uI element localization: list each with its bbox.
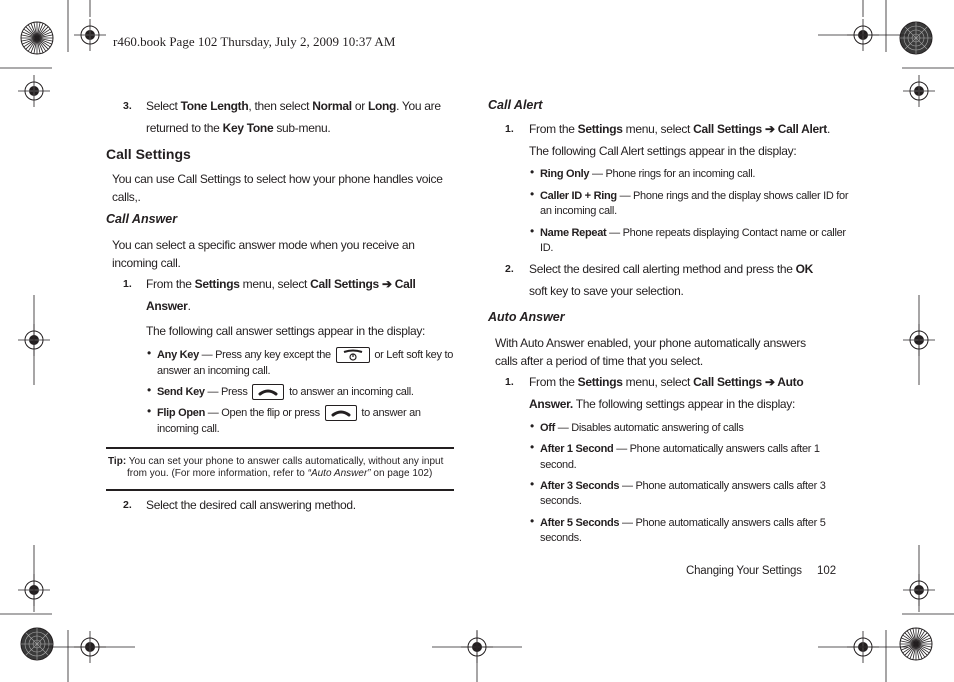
call-answer-heading: Call Answer [106,212,178,226]
caller-id-bullet-line2: an incoming call. [540,205,617,217]
call-alert-heading: Call Alert [488,98,543,112]
starburst-icon [21,22,53,54]
step3-line2: returned to the Key Tone sub-menu. [146,121,331,135]
call-settings-intro-line2: calls,. [112,190,141,204]
bullet: • [530,477,535,491]
auto-answer-intro-line1: With Auto Answer enabled, your phone automatically answers [495,336,806,350]
any-key-bullet: Any Key — Press any key except the or Left soft key to [157,347,453,363]
bullet: • [530,224,535,238]
call-alert-step2-line1: Select the desired call alerting method and press the OK [529,262,814,276]
flip-open-bullet-line2: incoming call. [157,423,220,435]
name-repeat-bullet-line2: ID. [540,242,554,254]
after-3-seconds-bullet-line2: seconds. [540,495,582,507]
after-1-second-bullet-line2: second. [540,459,577,471]
send-key-bullet: Send Key — Press to answer an incoming call. [157,384,414,400]
caller-id-bullet: Caller ID + Ring — Phone rings and the display shows caller ID for [540,190,849,202]
call-answer-step1-line1: From the Settings menu, select Call Settings ➔ Call [146,277,416,291]
call-answer-step1-line3: The following call answer settings appear in the display: [146,324,426,338]
bullet: • [530,165,535,179]
registration-mark-icon [903,75,935,107]
bullet: • [147,404,152,418]
call-answer-intro-line1: You can select a specific answer mode when you receive an [112,238,415,252]
bullet: • [530,187,535,201]
step-number: 1. [505,376,514,388]
step3-line1: Select Tone Length, then select Normal or Long. You are [146,99,441,113]
step2-text: Select the desired call answering method. [146,498,356,512]
name-repeat-bullet: Name Repeat — Phone repeats displaying Contact name or caller [540,227,846,239]
bullet: • [530,419,535,433]
after-5-seconds-bullet-line2: seconds. [540,532,582,544]
flip-open-bullet: Flip Open — Open the flip or press to answer an [157,405,421,421]
auto-answer-intro-line2: calls after a period of time that you select. [495,354,703,368]
bullet: • [530,514,535,528]
footer-section: Changing Your Settings [686,565,802,577]
auto-answer-heading: Auto Answer [488,310,565,324]
print-header: r460.book Page 102 Thursday, July 2, 2009 10:37 AM [113,34,396,49]
after-5-seconds-bullet: After 5 Seconds — Phone automatically answers calls after 5 [540,517,826,529]
registration-mark-icon [74,19,106,51]
step-number: 3. [123,100,132,112]
tip-line2: from you. (For more information, refer to “Auto Answer” on page 102) [127,468,433,479]
step-number: 2. [505,263,514,275]
starburst-icon [21,628,53,660]
bullet: • [147,383,152,397]
starburst-icon [900,628,932,660]
ring-only-bullet: Ring Only — Phone rings for an incoming call. [540,168,756,180]
bullet: • [530,440,535,454]
call-alert-step1-line2: The following Call Alert settings appear in the display: [529,144,797,158]
call-alert-step1-line1: From the Settings menu, select Call Settings ➔ Call Alert. [529,122,831,136]
call-answer-intro-line2: incoming call. [112,256,181,270]
bullet: • [147,346,152,360]
after-1-second-bullet: After 1 Second — Phone automatically answers calls after 1 [540,443,820,455]
page-number: 102 [817,565,837,577]
step-number: 1. [123,278,132,290]
auto-answer-link[interactable]: “Auto Answer” [307,468,371,479]
call-settings-intro-line1: You can use Call Settings to select how your phone handles voice [112,172,443,186]
starburst-icon [900,22,932,54]
off-bullet: Off — Disables automatic answering of calls [540,422,744,434]
auto-answer-step1-line2: Answer. The following settings appear in the display: [529,397,796,411]
auto-answer-step1-line1: From the Settings menu, select Call Settings ➔ Auto [529,375,804,389]
step-number: 2. [123,499,132,511]
step-number: 1. [505,123,514,135]
tip-label: Tip: [108,456,127,467]
call-answer-step1-line2: Answer. [146,299,191,313]
call-alert-step2-line2: soft key to save your selection. [529,284,684,298]
registration-mark-icon [18,75,50,107]
any-key-bullet-line2: answer an incoming call. [157,365,271,377]
call-settings-heading: Call Settings [106,146,191,162]
after-3-seconds-bullet: After 3 Seconds — Phone automatically answers calls after 3 [540,480,826,492]
tip-line1: Tip: You can set your phone to answer calls automatically, without any input [108,456,444,467]
